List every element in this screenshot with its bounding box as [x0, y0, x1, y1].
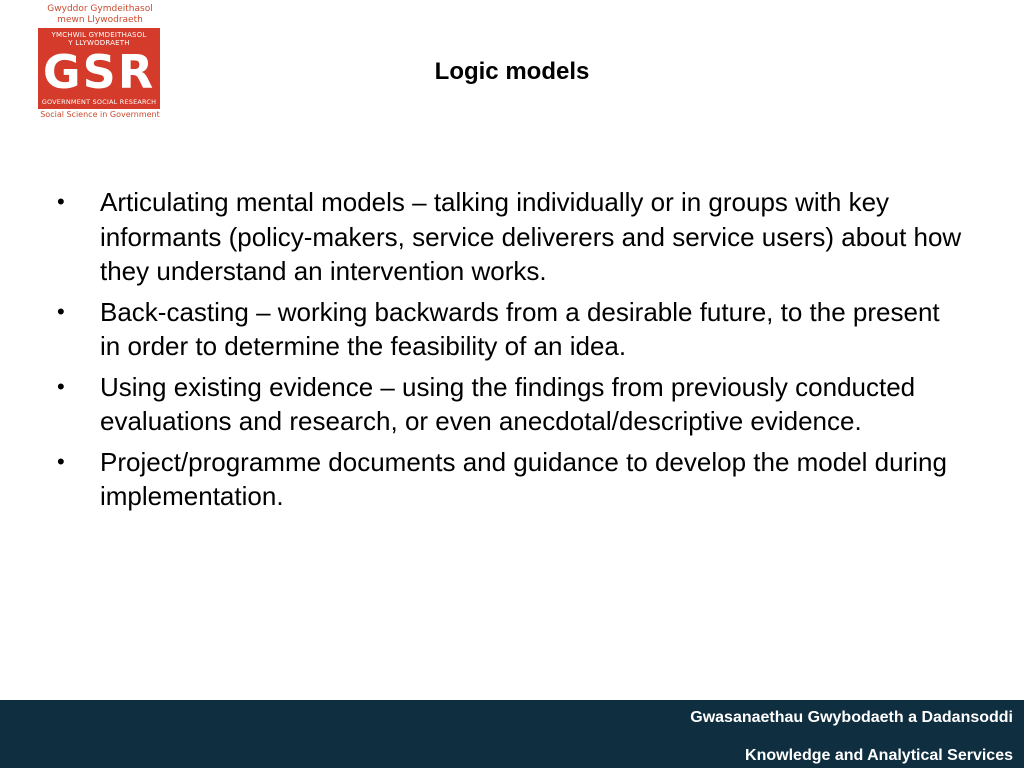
footer-welsh-text: Gwasanaethau Gwybodaeth a Dadansoddi: [690, 709, 1013, 726]
logo-top-line-2: mewn Llywodraeth: [57, 15, 143, 25]
logo-box-line-3: GOVERNMENT SOCIAL RESEARCH: [41, 98, 157, 106]
logo-gsr-mark: GSR: [42, 45, 156, 99]
logo-box-line-1: YMCHWIL GYMDEITHASOL: [51, 31, 147, 39]
slide-title: Logic models: [434, 58, 590, 85]
logo-top-line-1: Gwyddor Gymdeithasol: [47, 4, 153, 14]
bullet-text: Project/programme documents and guidance to develop the model during implementation.: [100, 446, 947, 511]
logo-english-tagline: Social Science in Government: [40, 110, 160, 119]
footer-band: [0, 700, 1024, 768]
bullet-text: Back-casting – working backwards from a desirable future, to the present in order to determine the feasibility of an idea.: [100, 296, 940, 361]
bullet-item: [57, 185, 967, 289]
bullet-marker: •: [57, 189, 65, 214]
bullet-list: [57, 185, 967, 520]
bullet-marker: •: [57, 373, 65, 399]
bullet-item: [57, 295, 967, 364]
footer-english-text: Knowledge and Analytical Services: [745, 747, 1013, 764]
logo-welsh-tagline: [38, 4, 162, 26]
bullet-marker: •: [57, 448, 65, 474]
logo-box-line-2: Y LLYWODRAETH: [68, 39, 130, 47]
bullet-item: [57, 445, 967, 514]
bullet-marker: •: [57, 298, 65, 324]
bullet-text: Using existing evidence – using the findings from previously conducted evaluations and research, or even anecdotal/descriptive evidence.: [100, 371, 916, 436]
bullet-item: [57, 370, 967, 439]
bullet-text: Articulating mental models – talking individually or in groups with key informants (policy-makers, service deliverers and service users) about how they understand an intervention works.: [100, 187, 962, 286]
